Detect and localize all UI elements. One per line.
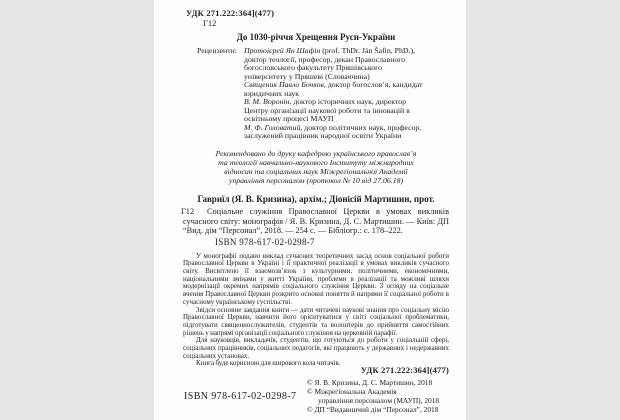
annotation-block <box>183 253 449 368</box>
udk-classification: УДК 271.222:364](477) <box>186 8 275 18</box>
copyright-line: © Я. В. Кризина, Д. С. Мартишин, 2018 <box>307 377 433 387</box>
copyright-line: управління персоналом (МАУП), 2018 <box>318 395 440 405</box>
book-imprint-page <box>154 0 466 420</box>
reviewer-entry <box>244 124 423 141</box>
footer-udk-classification: УДК 271.222:364](477) <box>360 364 449 375</box>
annotation-paragraph: Звідси основне завдання книги — дати читачеві наукові знання про соціальну місію Православної Церкви, навчити його орієнтуватися у світі соціальної проблематики, підготувати священнослужителів, студентів та волонтерів до прийняття самостійних рішень у напрямі організації соціального служіння на церковній парафії. <box>183 305 449 337</box>
annotation-paragraph: Книга буде корисною для широкого кола читачів. <box>196 359 341 368</box>
copyright-block <box>307 378 449 414</box>
catalog-isbn: ISBN 978-617-02-0298-7 <box>215 237 315 248</box>
page-content <box>183 0 449 368</box>
recommendation-note: Рекомендовано до друку кафедрою українського православ’я та теології навчально-наукового Інституту міжнародних відносин та соціальних наук Міжрегіональної Академії управління персоналом (протокол № 10 від 27.06.18) <box>215 148 417 185</box>
reviewer-details: (prof. ThDr. Ján Šafin, PhD.), доктор теології, професор, декан Православного богословського факультету Пряшівського університету у Пряшеві (Словаччина) <box>244 46 415 81</box>
reviewer-entry <box>244 98 423 123</box>
reviewers-list <box>244 47 423 140</box>
catalog-record-block <box>183 207 449 248</box>
reviewers-label: Рецензенти: <box>197 46 237 56</box>
imprint-footer <box>183 365 449 414</box>
footer-columns <box>183 378 449 414</box>
copyright-line: © ДП “Видавничий дім “Персонал”, 2018 <box>307 404 439 414</box>
authors-heading: Гавриїл (Я. В. Кризина), архім.; Діонісій Мартишин, прот. <box>197 193 435 204</box>
reviewer-name: М. Ф. Головатий <box>244 122 301 132</box>
copyright-line: © Міжрегіональна Академія <box>307 386 397 396</box>
reviewer-entry <box>244 81 423 98</box>
annotation-paragraph: Для науковців, викладачів, студентів, що готуються до роботи у соціальній сфері, соціальних працівників, соціальних педагогів, які працюють у державних і недержавних соціальних установах. <box>183 336 449 360</box>
reviewer-name: Протоієрей Ян Шафін <box>244 46 321 56</box>
reviewer-details: , доктор історичних наук, директор Центру організації наукової роботи та інновацій в освітньому процесі МАУП <box>244 97 410 124</box>
author-sign-code: Г12 <box>203 18 217 29</box>
footer-isbn: ISBN 978-617-02-0298-7 <box>184 390 297 402</box>
reviewer-name: Священик Павло Бочков <box>244 80 324 90</box>
reviewers-block <box>183 47 449 140</box>
reviewer-entry <box>244 47 423 81</box>
reviewer-details: , доктор богослов’я, кандидат юридичних наук <box>244 80 423 98</box>
reviewer-name: В. М. Воронін <box>244 97 290 107</box>
catalog-record: Соціальне служіння Православної Церкви в умовах викликів сучасного світу: монографія / Я. В. Кризина, Д. С. Мартишин. — Київ: ДП “Вид. дім “Персонал”, 2018. — 254 с. — Бібліогр.: с. 178–222. <box>183 206 449 236</box>
reviewer-details: , доктор політичних наук, професор, заслужений працівник народної освіти України <box>244 122 422 141</box>
catalog-code: Г12 <box>181 206 195 216</box>
dedication-heading: До 1030-річчя Хрещення Руси-України <box>236 32 396 43</box>
annotation-paragraph: У монографії подано виклад сучасних теоретичних засад основ соціальної роботи Православної Церкви в Україні і її практичної реалізації в умовах викликів сучасного світу. Висвітлено її взаємозв’язок з культурними, політичними, економічними, національними змінами у житті України, проблеми в реалізації та можливі шляхи модернізації окремих напрямів соціального служіння Церкви. З огляду на соціальне вчення Православної Церкви розкрито основні поняття й напрями її соціальної роботи в сучасному українському суспільстві. <box>183 251 449 306</box>
